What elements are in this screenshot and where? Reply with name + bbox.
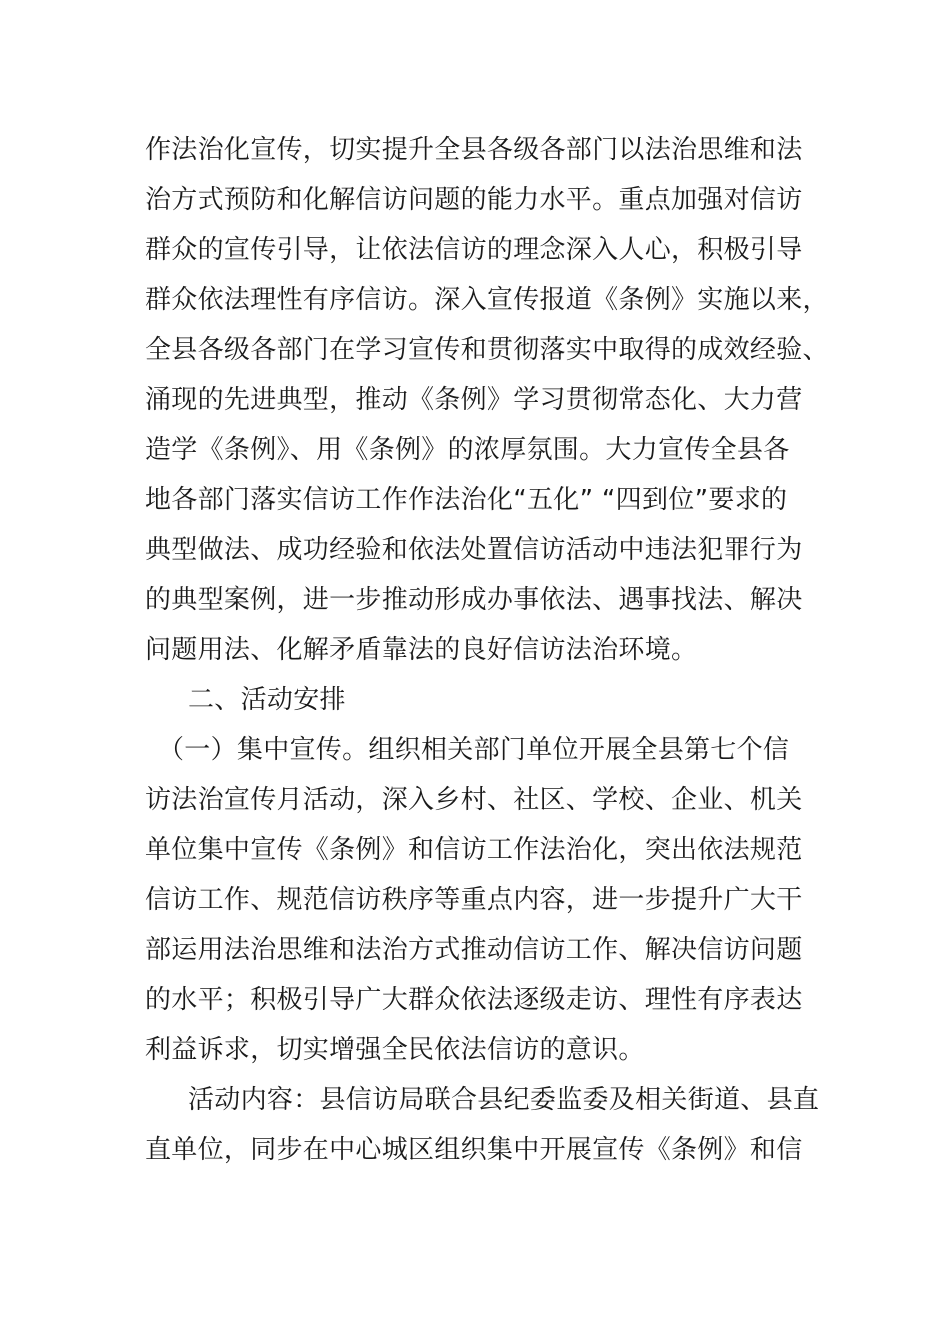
text-line: 单位集中宣传《条例》和信访工作法治化，突出依法规范: [145, 835, 803, 865]
text-line: 信访工作、规范信访秩序等重点内容，进一步提升广大干: [145, 885, 803, 915]
text-line: 访法治宣传月活动，深入乡村、社区、学校、企业、机关: [145, 785, 803, 815]
text-line: 群众的宣传引导，让依法信访的理念深入人心，积极引导: [145, 235, 803, 265]
paragraph-start-line: （一）集中宣传。组织相关部门单位开展全县第七个信: [158, 735, 790, 765]
text-line: 利益诉求，切实增强全民依法信访的意识。: [145, 1035, 645, 1065]
text-line: 的水平；积极引导广大群众依法逐级走访、理性有序表达: [145, 985, 803, 1015]
text-line: 典型做法、成功经验和依法处置信访活动中违法犯罪行为: [145, 535, 803, 565]
text-line: 治方式预防和化解信访问题的能力水平。重点加强对信访: [145, 185, 803, 215]
text-line: 直单位，同步在中心城区组织集中开展宣传《条例》和信: [145, 1135, 803, 1165]
text-line: 部运用法治思维和法治方式推动信访工作、解决信访问题: [145, 935, 803, 965]
text-line: 群众依法理性有序信访。深入宣传报道《条例》实施以来，: [145, 285, 829, 315]
text-line: 地各部门落实信访工作作法治化“五化” “四到位”要求的: [145, 485, 788, 515]
section-heading: 二、活动安排: [188, 685, 346, 715]
text-line: 问题用法、化解矛盾靠法的良好信访法治环境。: [145, 635, 698, 665]
text-line: 全县各级各部门在学习宣传和贯彻落实中取得的成效经验、: [145, 335, 829, 365]
text-line: 的典型案例，进一步推动形成办事依法、遇事找法、解决: [145, 585, 803, 615]
text-line: 造学《条例》、用《条例》的浓厚氛围。大力宣传全县各: [145, 435, 790, 465]
text-line: 涌现的先进典型，推动《条例》学习贯彻常态化、大力营: [145, 385, 803, 415]
text-line: 作法治化宣传，切实提升全县各级各部门以法治思维和法: [145, 135, 803, 165]
paragraph-start-line: 活动内容：县信访局联合县纪委监委及相关街道、县直: [188, 1085, 820, 1115]
